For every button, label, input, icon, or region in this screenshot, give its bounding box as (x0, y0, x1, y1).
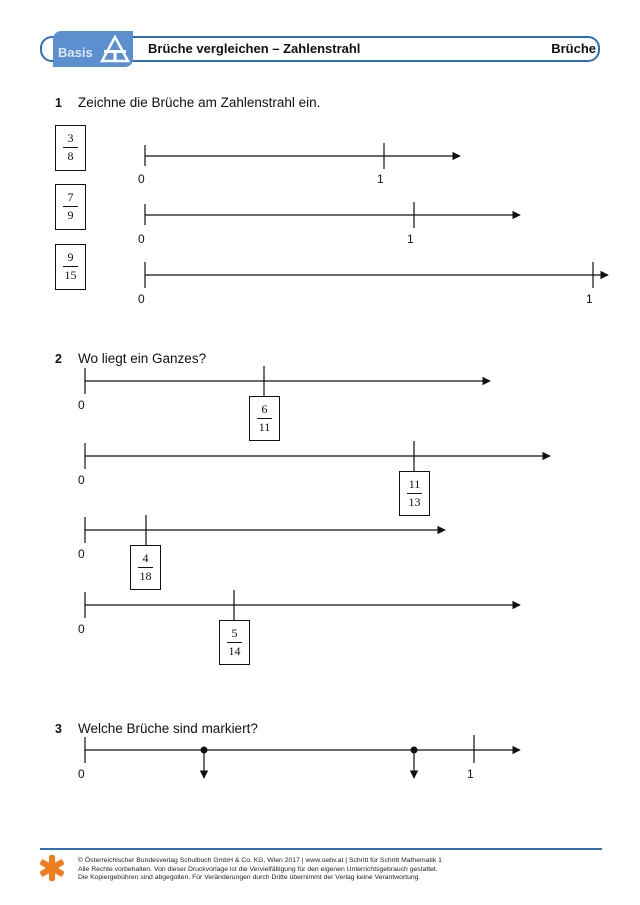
numerator: 6 (261, 402, 268, 416)
fraction-bar (63, 147, 78, 148)
numerator: 11 (408, 477, 421, 491)
zero-label: 0 (78, 622, 85, 636)
task-2-number: 2 (55, 352, 62, 366)
publisher-logo-icon (38, 853, 66, 883)
denominator: 9 (67, 208, 74, 222)
numerator: 9 (67, 250, 74, 264)
denominator: 13 (408, 495, 421, 509)
denominator: 8 (67, 149, 74, 163)
numerator: 4 (142, 551, 149, 565)
one-label: 1 (586, 292, 593, 306)
zero-label: 0 (78, 473, 85, 487)
footer-line-1: © Österreichischer Bundesverlag Schulbuch GmbH & Co. KG, Wien 2017 | www.oebv.at | Schritt für Schritt Mathematik 1 (78, 857, 442, 864)
task2-line-4 (85, 590, 520, 620)
zero-label: 0 (138, 172, 145, 186)
task2-fraction-box (249, 396, 280, 441)
task2-fraction-box (399, 471, 430, 516)
fraction-bar (257, 418, 272, 419)
one-label: 1 (467, 767, 474, 781)
task-3-number: 3 (55, 722, 62, 736)
footer-line-2: Alle Rechte vorbehalten. Von dieser Druckvorlage ist die Vervielfältigung für den eigenen Unterrichtsgebrauch gestattet. (78, 865, 438, 873)
task1-line-1 (145, 143, 460, 169)
task1-fraction-box (55, 244, 86, 290)
task3-line (85, 735, 520, 778)
task1-line-2 (145, 202, 520, 228)
one-label: 1 (377, 172, 384, 186)
task3-marker-1 (201, 747, 208, 754)
zero-label: 0 (138, 232, 145, 246)
task2-line-3 (85, 515, 445, 545)
task1-line-3 (145, 262, 608, 288)
denominator: 15 (64, 268, 77, 282)
fraction-bar (407, 493, 422, 494)
task-1-text: Zeichne die Brüche am Zahlenstrahl ein. (78, 95, 321, 110)
numerator: 7 (67, 190, 74, 204)
denominator: 11 (258, 420, 271, 434)
fraction-bar (63, 266, 78, 267)
numerator: 5 (231, 626, 238, 640)
task2-line-1 (85, 366, 490, 396)
footer-copyright (78, 857, 598, 883)
task2-line-2 (85, 441, 550, 471)
footer-divider (40, 848, 602, 850)
task-1-number: 1 (55, 96, 62, 110)
task-2-text: Wo liegt ein Ganzes? (78, 351, 207, 366)
task2-fraction-box (219, 620, 250, 665)
task2-fraction-box (130, 545, 161, 590)
one-label: 1 (407, 232, 414, 246)
task3-marker-2 (411, 747, 418, 754)
task-3-text: Welche Brüche sind markiert? (78, 721, 258, 736)
level-badge-label: Basis (58, 45, 93, 60)
page-topic: Brüche (551, 41, 596, 56)
footer-line-3: Die Kopiergebühren sind abgegolten. Für Veränderungen durch Dritte übernimmt der Verlag keine Verantwortung. (78, 874, 421, 881)
zero-label: 0 (78, 398, 85, 412)
task1-fraction-box (55, 125, 86, 171)
task1-fraction-box (55, 184, 86, 230)
zero-label: 0 (78, 547, 85, 561)
fraction-bar (63, 206, 78, 207)
denominator: 14 (228, 644, 241, 658)
zero-label: 0 (78, 767, 85, 781)
numerator: 3 (67, 131, 74, 145)
fraction-bar (227, 642, 242, 643)
denominator: 18 (139, 569, 152, 583)
zero-label: 0 (138, 292, 145, 306)
page-title: Brüche vergleichen – Zahlenstrahl (148, 41, 361, 56)
fraction-bar (138, 567, 153, 568)
